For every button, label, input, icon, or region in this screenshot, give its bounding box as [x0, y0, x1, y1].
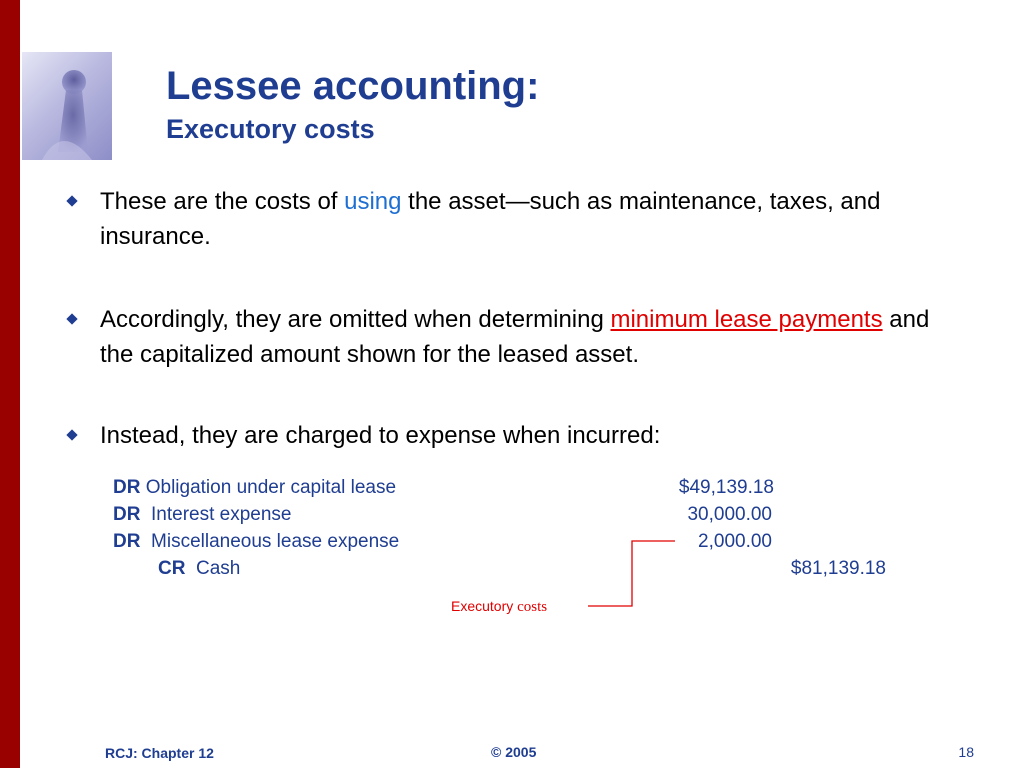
keyhole-photo — [22, 52, 112, 160]
bullet-diamond-icon — [66, 313, 77, 324]
footer-copyright: © 2005 — [491, 744, 537, 760]
journal-row — [113, 504, 292, 526]
journal-side: DR — [113, 531, 141, 552]
bullet-text: and the capitalized amount shown for the leased asset. — [100, 306, 930, 368]
journal-account: Miscellaneous lease expense — [151, 531, 400, 552]
journal-account: Cash — [196, 558, 241, 579]
journal-account: Interest expense — [151, 504, 292, 525]
slide-subtitle: Executory costs — [166, 114, 375, 144]
bullet-item-3 — [100, 418, 930, 453]
left-accent-bar — [0, 0, 20, 768]
highlighted-word: using — [344, 188, 402, 215]
journal-amount: 2,000.00 — [698, 531, 772, 552]
callout-text: costs — [517, 599, 548, 615]
bullet-diamond-icon — [66, 195, 77, 206]
bullet-text: Instead, they are charged to expense when incurred: — [100, 422, 661, 449]
slide-title: Lessee accounting: — [166, 64, 540, 108]
journal-amount: $49,139.18 — [678, 477, 774, 498]
bullet-text: the asset—such as maintenance, taxes, and insurance. — [100, 188, 881, 250]
journal-row — [158, 558, 240, 580]
bullet-item-1 — [100, 184, 930, 254]
callout-text: Executory — [451, 598, 518, 614]
journal-row — [113, 477, 396, 499]
journal-row — [113, 531, 399, 553]
page-number: 18 — [958, 744, 974, 760]
journal-side: DR — [113, 477, 141, 498]
bullet-text: These are the costs of — [100, 188, 345, 215]
journal-amount: $81,139.18 — [790, 558, 886, 579]
executory-costs-callout — [451, 598, 547, 616]
callout-bracket — [580, 535, 680, 615]
bullet-item-2 — [100, 302, 930, 372]
bullet-text: Accordingly, they are omitted when determining — [100, 306, 611, 333]
bullet-diamond-icon — [66, 429, 77, 440]
journal-account: Obligation under capital lease — [145, 477, 397, 498]
journal-side: DR — [113, 504, 141, 525]
minimum-lease-payments-link[interactable]: minimum lease payments — [610, 306, 883, 333]
footer-chapter: RCJ: Chapter 12 — [105, 745, 214, 761]
journal-amount: 30,000.00 — [687, 504, 772, 525]
journal-side: CR — [158, 558, 186, 579]
